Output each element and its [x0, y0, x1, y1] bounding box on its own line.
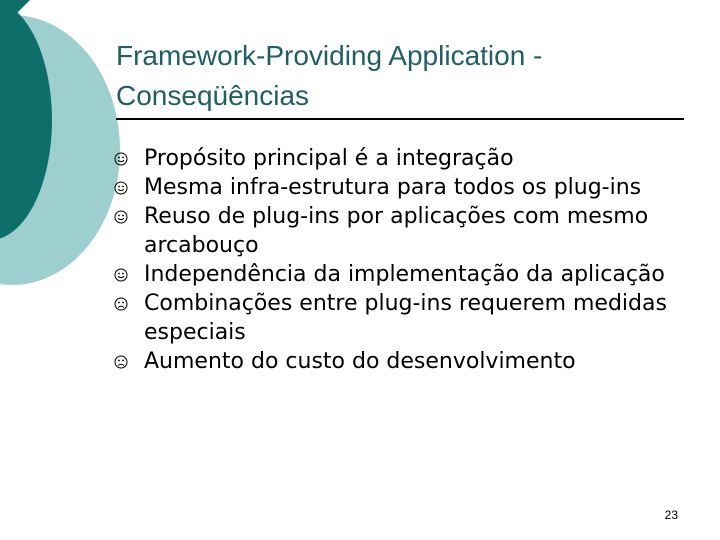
bullet-text: Reuso de plug-ins por aplicações com mesmo arcabouço — [144, 204, 649, 258]
smiley-sad-icon — [114, 355, 128, 369]
page-number: 23 — [664, 508, 678, 522]
bullet-item — [114, 144, 674, 173]
bullet-text: Independência da implementação da aplicação — [144, 262, 665, 287]
smiley-happy-icon — [114, 152, 128, 166]
bullet-item — [114, 289, 674, 347]
bullet-item — [114, 347, 674, 376]
smiley-happy-icon — [114, 268, 128, 282]
title-divider — [116, 118, 684, 120]
slide-title: Framework-Providing Application - Conseqüências — [116, 40, 543, 111]
bullet-text: Mesma infra-estrutura para todos os plug-ins — [144, 175, 642, 200]
bullet-text: Aumento do custo do desenvolvimento — [144, 349, 576, 374]
corner-decoration — [0, 0, 130, 300]
bullet-text: Combinações entre plug-ins requerem medidas especiais — [144, 291, 667, 345]
bullet-text: Propósito principal é a integração — [144, 146, 514, 171]
smiley-happy-icon — [114, 210, 128, 224]
bullet-item — [114, 202, 674, 260]
bullet-item — [114, 260, 674, 289]
bullet-list — [114, 144, 674, 376]
bullet-item — [114, 173, 674, 202]
smiley-happy-icon — [114, 181, 128, 195]
smiley-sad-icon — [114, 297, 128, 311]
